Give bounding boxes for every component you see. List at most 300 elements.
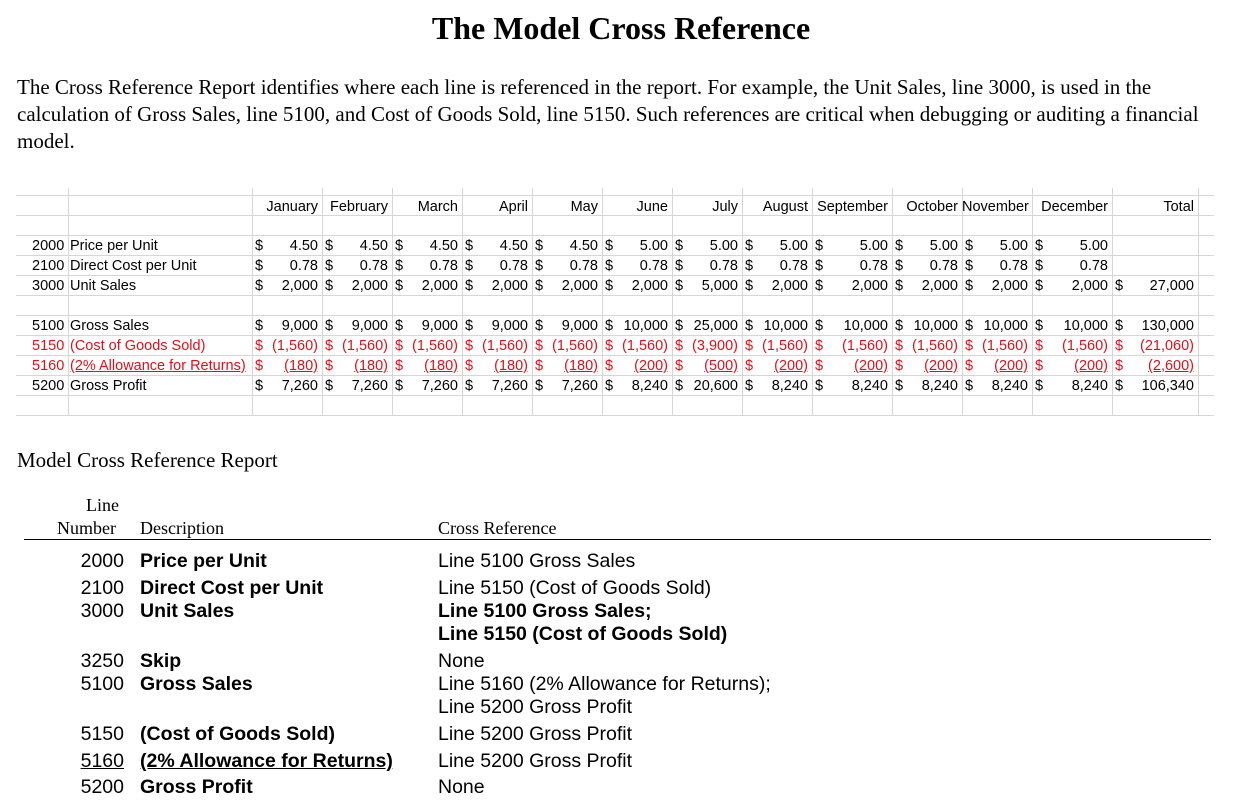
- cell-currency: $: [325, 278, 334, 294]
- cell-value: 5.00: [859, 238, 888, 254]
- cell-value: 5.00: [1079, 238, 1108, 254]
- report-description: (2% Allowance for Returns): [140, 750, 393, 772]
- cell-currency: $: [255, 338, 264, 354]
- sheet-cell: [892, 256, 962, 276]
- report-description: Skip: [140, 650, 182, 672]
- sheet-cell: [1112, 336, 1198, 356]
- cell-currency: $: [255, 238, 264, 254]
- cell-value: (500): [704, 358, 738, 374]
- sheet-cell: [252, 316, 322, 336]
- cell-currency: $: [965, 358, 974, 374]
- cell-value: (200): [774, 358, 808, 374]
- cell-currency: $: [395, 338, 404, 354]
- col-header-cross-reference: Cross Reference: [438, 518, 557, 538]
- cell-currency: $: [1035, 258, 1044, 274]
- report-cross-reference: Line 5100 Gross Sales;: [438, 600, 652, 622]
- cell-value: 2,000: [561, 278, 598, 294]
- cell-currency: $: [815, 318, 824, 334]
- cell-value: 0.78: [999, 258, 1028, 274]
- report-line-number: 5100: [80, 673, 124, 695]
- sheet-line-number: 5160: [32, 358, 65, 374]
- cell-value: 4.50: [569, 238, 598, 254]
- cell-currency: $: [1035, 378, 1044, 394]
- sheet-row-label: [70, 256, 265, 276]
- sheet-cell: [392, 276, 462, 296]
- cell-currency: $: [895, 358, 904, 374]
- cell-currency: $: [1035, 358, 1044, 374]
- report-cross-reference: Line 5200 Gross Profit: [438, 696, 633, 718]
- sheet-cell: [1112, 356, 1198, 376]
- cell-value: 130,000: [1141, 318, 1194, 334]
- sheet-cell: [812, 256, 892, 276]
- sheet-row: [16, 316, 1214, 336]
- cell-value: 10,000: [843, 318, 888, 334]
- sheet-cell: [322, 356, 392, 376]
- sheet-cell: [812, 236, 892, 256]
- cell-currency: $: [1035, 278, 1044, 294]
- cell-value: (1,560): [1062, 338, 1108, 354]
- sheet-cell: [892, 276, 962, 296]
- month-header: October: [906, 199, 958, 215]
- cell-value: 2,000: [1071, 278, 1108, 294]
- sheet-line-number: 3000: [32, 278, 65, 294]
- sheet-cell: [1112, 236, 1198, 256]
- report-description: Gross Sales: [140, 673, 253, 695]
- cell-currency: $: [815, 278, 824, 294]
- sheet-cell: [532, 356, 602, 376]
- cell-value: 2,000: [771, 278, 808, 294]
- sheet-cell: [962, 256, 1032, 276]
- cell-value: 9,000: [281, 318, 318, 334]
- cell-currency: $: [465, 318, 474, 334]
- month-header: April: [498, 199, 528, 215]
- cell-currency: $: [535, 258, 544, 274]
- month-header: November: [962, 199, 1029, 215]
- sheet-cell: [322, 336, 392, 356]
- sheet-cell: [742, 376, 812, 396]
- cell-currency: $: [965, 238, 974, 254]
- cell-value: 9,000: [421, 318, 458, 334]
- sheet-cell: [672, 236, 742, 256]
- report-description: Unit Sales: [140, 600, 235, 622]
- cell-currency: $: [745, 358, 754, 374]
- cell-currency: $: [675, 338, 684, 354]
- sheet-cell: [392, 356, 462, 376]
- sheet-cell: [812, 276, 892, 296]
- sheet-cell: [672, 376, 742, 396]
- sheet-cell: [812, 336, 892, 356]
- cell-currency: $: [395, 258, 404, 274]
- sheet-cell: [962, 236, 1032, 256]
- cell-currency: $: [965, 258, 974, 274]
- cell-currency: $: [675, 278, 684, 294]
- report-cross-reference: Line 5150 (Cost of Goods Sold): [438, 623, 728, 645]
- cell-value: 10,000: [913, 318, 958, 334]
- cell-value: (2,600): [1148, 358, 1194, 374]
- month-header-row: [16, 197, 1214, 217]
- cell-value: 2,000: [631, 278, 668, 294]
- cell-value: (180): [354, 358, 388, 374]
- cell-currency: $: [815, 338, 824, 354]
- cell-value: 27,000: [1149, 278, 1194, 294]
- sheet-cell: [392, 376, 462, 396]
- cell-value: 0.78: [859, 258, 888, 274]
- cell-currency: $: [1115, 338, 1124, 354]
- cell-currency: $: [465, 358, 474, 374]
- sheet-cell: [602, 376, 672, 396]
- month-header: May: [570, 199, 598, 215]
- sheet-cell: [742, 316, 812, 336]
- sheet-row: [16, 276, 1214, 296]
- cell-currency: $: [1035, 318, 1044, 334]
- cell-currency: $: [1115, 358, 1124, 374]
- sheet-cell: [672, 356, 742, 376]
- spreadsheet: [16, 188, 1214, 416]
- cell-currency: $: [325, 378, 334, 394]
- sheet-cell: [1032, 316, 1112, 336]
- cell-value: (1,560): [762, 338, 808, 354]
- sheet-line-number: 5150: [32, 338, 65, 354]
- sheet-cell: [892, 376, 962, 396]
- cell-value: 9,000: [351, 318, 388, 334]
- report-cross-reference: Line 5200 Gross Profit: [438, 723, 633, 745]
- sheet-cell: [462, 356, 532, 376]
- cell-value: (180): [494, 358, 528, 374]
- sheet-cell: [322, 276, 392, 296]
- cell-currency: $: [965, 338, 974, 354]
- sheet-line-number: 5200: [32, 378, 65, 394]
- cell-value: 5.00: [929, 238, 958, 254]
- sheet-cell: [252, 356, 322, 376]
- cell-value: (1,560): [342, 338, 388, 354]
- sheet-row-label: [70, 336, 265, 356]
- cell-value: 2,000: [921, 278, 958, 294]
- cell-value: (180): [564, 358, 598, 374]
- sheet-cell: [532, 316, 602, 336]
- cell-currency: $: [465, 338, 474, 354]
- sheet-row-label-text: Gross Profit: [70, 378, 147, 394]
- cell-value: (21,060): [1139, 338, 1194, 354]
- cell-value: 0.78: [779, 258, 808, 274]
- cell-value: (200): [994, 358, 1028, 374]
- cell-currency: $: [535, 238, 544, 254]
- cell-value: (200): [1074, 358, 1108, 374]
- cell-value: (1,560): [272, 338, 318, 354]
- sheet-row-label: [70, 236, 265, 256]
- sheet-cell: [742, 336, 812, 356]
- sheet-cell: [602, 256, 672, 276]
- cell-currency: $: [255, 358, 264, 374]
- report-cross-reference: Line 5200 Gross Profit: [438, 750, 633, 772]
- sheet-cell: [962, 376, 1032, 396]
- cell-currency: $: [325, 258, 334, 274]
- cell-value: 10,000: [1063, 318, 1108, 334]
- report-description: Gross Profit: [140, 776, 253, 798]
- sheet-cell: [462, 236, 532, 256]
- report-description: Direct Cost per Unit: [140, 577, 324, 599]
- cell-currency: $: [535, 338, 544, 354]
- report-cross-reference: Line 5160 (2% Allowance for Returns);: [438, 673, 771, 695]
- month-header: July: [712, 199, 738, 215]
- report-line-number: 5150: [80, 723, 124, 745]
- sheet-cell: [392, 236, 462, 256]
- sheet-row-label: [70, 316, 265, 336]
- sheet-cell: [322, 376, 392, 396]
- cell-value: 7,260: [491, 378, 528, 394]
- sheet-cell: [462, 276, 532, 296]
- cell-value: 8,240: [851, 378, 888, 394]
- sheet-cell: [672, 316, 742, 336]
- cell-currency: $: [465, 278, 474, 294]
- sheet-cell: [672, 276, 742, 296]
- cell-currency: $: [895, 318, 904, 334]
- sheet-row: [16, 236, 1214, 256]
- sheet-cell: [1032, 376, 1112, 396]
- cell-value: 7,260: [351, 378, 388, 394]
- sheet-row-label: [70, 356, 265, 376]
- cell-value: (1,560): [842, 338, 888, 354]
- cell-value: (1,560): [622, 338, 668, 354]
- sheet-cell: [252, 236, 322, 256]
- sheet-row-label-text: (2% Allowance for Returns): [70, 358, 246, 374]
- cell-currency: $: [1115, 278, 1124, 294]
- cell-currency: $: [745, 378, 754, 394]
- sheet-cell: [962, 316, 1032, 336]
- sheet-line-number: 2100: [32, 258, 65, 274]
- report-cross-reference: None: [438, 650, 485, 672]
- month-header: June: [636, 199, 668, 215]
- cell-currency: $: [325, 358, 334, 374]
- sheet-cell: [962, 276, 1032, 296]
- month-header: December: [1041, 199, 1108, 215]
- cell-value: 8,240: [921, 378, 958, 394]
- month-header: September: [817, 199, 888, 215]
- cell-currency: $: [605, 358, 614, 374]
- cell-value: 9,000: [491, 318, 528, 334]
- month-header: February: [329, 199, 388, 215]
- sheet-cell: [892, 316, 962, 336]
- cell-currency: $: [535, 278, 544, 294]
- cell-currency: $: [675, 358, 684, 374]
- sheet-cell: [1112, 316, 1198, 336]
- intro-paragraph: The Cross Reference Report identifies where each line is referenced in the report. For example, the Unit Sales, line 3000, is used in the calculation of Gross Sales, line 5100, and Cost of Goods Sold, line 5150. Such references are critical when debugging or auditing a financial model.: [17, 75, 1199, 153]
- cell-value: (1,560): [482, 338, 528, 354]
- sheet-cell: [392, 256, 462, 276]
- cell-currency: $: [605, 318, 614, 334]
- sheet-row-label-text: (Cost of Goods Sold): [70, 338, 206, 354]
- report-line-number: 2100: [80, 577, 124, 599]
- cell-value: 7,260: [561, 378, 598, 394]
- sheet-cell: [252, 276, 322, 296]
- cell-value: 4.50: [429, 238, 458, 254]
- cell-currency: $: [745, 238, 754, 254]
- sheet-cell: [252, 256, 322, 276]
- sheet-cell: [962, 336, 1032, 356]
- cell-currency: $: [815, 258, 824, 274]
- sheet-line-number: 5100: [32, 318, 65, 334]
- sheet-line-number: 2000: [32, 238, 65, 254]
- cell-value: 0.78: [429, 258, 458, 274]
- cell-currency: $: [395, 278, 404, 294]
- sheet-cell: [462, 376, 532, 396]
- cell-currency: $: [325, 318, 334, 334]
- cell-currency: $: [325, 238, 334, 254]
- cell-currency: $: [255, 378, 264, 394]
- cell-currency: $: [745, 278, 754, 294]
- sheet-cell: [602, 316, 672, 336]
- sheet-cell: [602, 336, 672, 356]
- sheet-cell: [1032, 276, 1112, 296]
- cell-currency: $: [675, 258, 684, 274]
- cell-currency: $: [965, 318, 974, 334]
- month-header: Total: [1163, 199, 1194, 215]
- sheet-cell: [812, 316, 892, 336]
- cell-currency: $: [815, 378, 824, 394]
- cell-value: 0.78: [569, 258, 598, 274]
- cell-currency: $: [325, 338, 334, 354]
- sheet-cell: [742, 356, 812, 376]
- report-cross-reference: Line 5100 Gross Sales: [438, 550, 636, 572]
- cell-currency: $: [745, 318, 754, 334]
- sheet-row-label-text: Price per Unit: [70, 238, 158, 254]
- cell-currency: $: [675, 238, 684, 254]
- sheet-cell: [322, 256, 392, 276]
- cell-currency: $: [605, 378, 614, 394]
- sheet-cell: [322, 236, 392, 256]
- cell-currency: $: [1115, 318, 1124, 334]
- col-header-number: Number: [57, 518, 116, 538]
- cell-value: 5.00: [709, 238, 738, 254]
- cell-value: (1,560): [552, 338, 598, 354]
- sheet-cell: [672, 256, 742, 276]
- sheet-cell: [892, 356, 962, 376]
- cell-value: (3,900): [692, 338, 738, 354]
- cell-currency: $: [895, 258, 904, 274]
- sheet-cell: [322, 316, 392, 336]
- cell-value: 8,240: [991, 378, 1028, 394]
- cell-currency: $: [605, 238, 614, 254]
- cell-value: 2,000: [421, 278, 458, 294]
- sheet-row-label: [70, 276, 265, 296]
- report-description: Price per Unit: [140, 550, 267, 572]
- cell-currency: $: [745, 258, 754, 274]
- sheet-cell: [462, 336, 532, 356]
- cell-currency: $: [465, 258, 474, 274]
- cell-currency: $: [1035, 338, 1044, 354]
- cell-value: 9,000: [561, 318, 598, 334]
- sheet-cell: [892, 236, 962, 256]
- cell-value: 5,000: [701, 278, 738, 294]
- cell-value: (180): [424, 358, 458, 374]
- cell-value: (180): [284, 358, 318, 374]
- cell-value: 5.00: [999, 238, 1028, 254]
- grid-hline: [16, 195, 1214, 196]
- sheet-row: [16, 336, 1214, 356]
- cell-value: (1,560): [412, 338, 458, 354]
- sheet-cell: [1112, 376, 1198, 396]
- cell-value: 0.78: [499, 258, 528, 274]
- cell-currency: $: [255, 318, 264, 334]
- sheet-cell: [462, 316, 532, 336]
- cell-currency: $: [815, 238, 824, 254]
- sheet-cell: [1032, 336, 1112, 356]
- sheet-cell: [892, 336, 962, 356]
- sheet-cell: [602, 276, 672, 296]
- cell-value: 0.78: [639, 258, 668, 274]
- cell-currency: $: [535, 358, 544, 374]
- cell-value: 7,260: [281, 378, 318, 394]
- cell-value: 2,000: [351, 278, 388, 294]
- cell-value: 0.78: [359, 258, 388, 274]
- cell-value: 10,000: [623, 318, 668, 334]
- cell-currency: $: [605, 278, 614, 294]
- cell-value: (1,560): [912, 338, 958, 354]
- report-line-number: 3000: [80, 600, 124, 622]
- page-title: The Model Cross Reference: [431, 10, 811, 46]
- sheet-cell: [602, 236, 672, 256]
- cell-currency: $: [895, 338, 904, 354]
- sheet-cell: [1032, 356, 1112, 376]
- cell-value: (200): [924, 358, 958, 374]
- cell-value: 8,240: [1071, 378, 1108, 394]
- cell-value: 20,600: [693, 378, 738, 394]
- cell-value: 2,000: [281, 278, 318, 294]
- cell-value: 8,240: [771, 378, 808, 394]
- cell-value: 10,000: [763, 318, 808, 334]
- sheet-cell: [742, 256, 812, 276]
- sheet-row: [16, 376, 1214, 396]
- report-line-number: 3250: [80, 650, 124, 672]
- cell-currency: $: [535, 318, 544, 334]
- cell-value: 4.50: [499, 238, 528, 254]
- sheet-cell: [252, 376, 322, 396]
- sheet-cell: [812, 356, 892, 376]
- sheet-cell: [602, 356, 672, 376]
- sheet-cell: [252, 336, 322, 356]
- sheet-cell: [812, 376, 892, 396]
- cell-currency: $: [465, 238, 474, 254]
- cell-currency: $: [895, 238, 904, 254]
- cell-currency: $: [605, 258, 614, 274]
- cell-currency: $: [395, 378, 404, 394]
- cell-currency: $: [465, 378, 474, 394]
- cell-value: 2,000: [991, 278, 1028, 294]
- sheet-cell: [742, 276, 812, 296]
- month-header: August: [762, 199, 808, 215]
- sheet-cell: [1032, 236, 1112, 256]
- col-header-description: Description: [140, 518, 224, 538]
- sheet-cell: [672, 336, 742, 356]
- cell-value: 25,000: [693, 318, 738, 334]
- cell-currency: $: [675, 318, 684, 334]
- sheet-cell: [532, 236, 602, 256]
- sheet-cell: [1032, 256, 1112, 276]
- cell-value: 2,000: [491, 278, 528, 294]
- cell-value: (200): [854, 358, 888, 374]
- cell-value: 4.50: [289, 238, 318, 254]
- col-header-line: Line: [86, 495, 119, 515]
- month-header: January: [266, 199, 318, 215]
- cell-currency: $: [1115, 378, 1124, 394]
- cell-currency: $: [965, 378, 974, 394]
- sheet-cell: [532, 256, 602, 276]
- sheet-cell: [742, 236, 812, 256]
- sheet-row-label-text: Unit Sales: [70, 278, 137, 294]
- cell-currency: $: [895, 378, 904, 394]
- sheet-row-label: [70, 376, 265, 396]
- sheet-cell: [1112, 276, 1198, 296]
- cell-value: 10,000: [983, 318, 1028, 334]
